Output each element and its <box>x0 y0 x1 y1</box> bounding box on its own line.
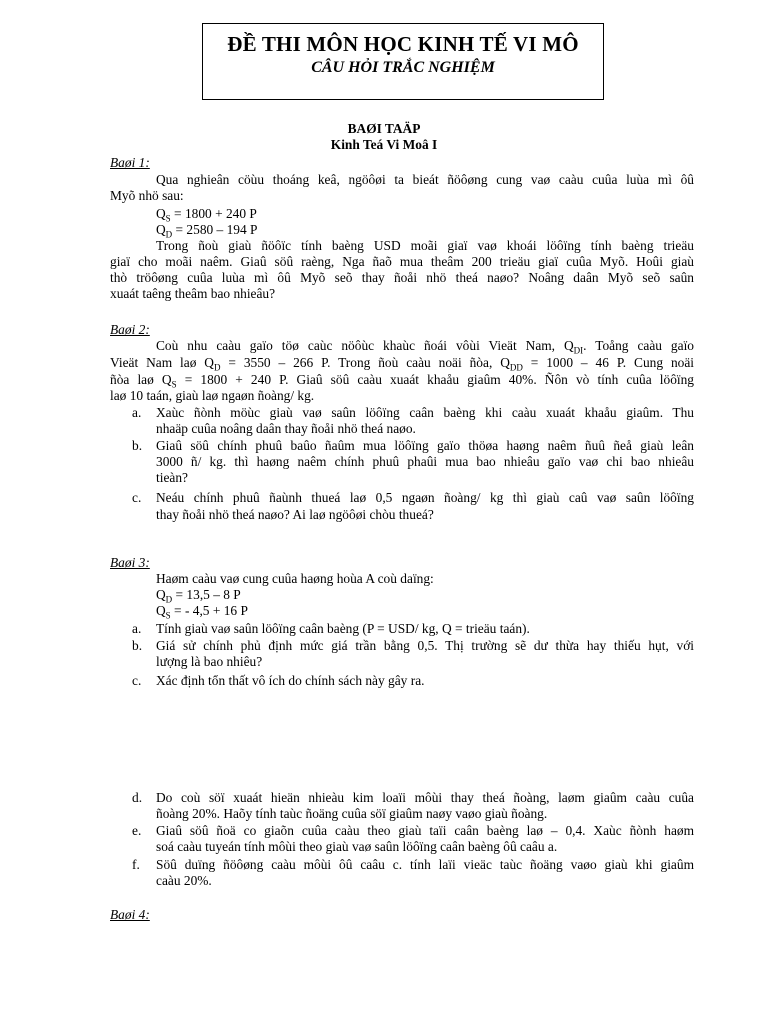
heading-course: Kinh Teá Vi Moâ I <box>330 137 438 152</box>
exercise-3-label: Baøi 3: <box>110 555 150 570</box>
list-item: caàu 20%. <box>156 873 212 888</box>
equation-demand: $Q_D = 13,5 - 8$ P <box>156 587 241 605</box>
list-item: thay ñoåi nhö theá naøo? Ai laø ngöôøi chòu thueá? <box>156 507 434 522</box>
item-marker: c. <box>132 673 142 688</box>
paragraph-line: laø 10 taán, giaù laø ngaøn ñoàng/ kg. <box>110 388 315 403</box>
item-marker: c. <box>132 490 142 505</box>
equation-supply: $Q_S$ = - 4,5 + 16 P <box>156 603 248 621</box>
paragraph-line: thò tröôøng cuûa luùa mì ôû Myõ seõ thay ñoåi nhö theá naøo? Noâng daân Myõ seõ saûn <box>110 270 694 285</box>
paragraph-line: Trong ñoù giaù ñöôïc tính baèng USD moãi giaï vaø khoái löôïng tính baèng trieäu <box>156 238 694 253</box>
list-item: Xaùc ñònh möùc giaù vaø saûn löôïng caân baèng khi caàu xuaát khaåu giaûm. Thu <box>156 405 694 420</box>
item-marker: a. <box>132 405 142 420</box>
item-marker: b. <box>132 438 143 453</box>
item-marker: f. <box>132 857 140 872</box>
paragraph-line: Coù nhu caàu gaïo töø caùc nöôùc khaùc ñoái vôùi Vieät Nam, $Q_{DI}$. Toång caàu gaïo <box>156 338 694 356</box>
equation-supply: $Q_S = 1800 + 240$ P <box>156 206 257 224</box>
item-marker: d. <box>132 790 143 805</box>
paragraph-line: ñòa laø $Q_S = 1800 + 240$ P. Giaû söû caàu xuaát khaåu giaûm 40%. Ñôn vò tính cuûa löôïng <box>110 372 695 390</box>
equation-demand: $Q_D = 2580 - 194$ P <box>156 222 258 240</box>
paragraph-line: xuaát taêng theâm bao nhieâu? <box>110 286 276 301</box>
exercise-2-label: Baøi 2: <box>110 322 150 337</box>
list-item: lượng là bao nhiêu? <box>156 654 263 669</box>
list-item: Giaû söû ñoä co giaõn cuûa caàu theo giaù taïi caân baèng laø – 0,4. Xaùc ñònh haøm <box>156 823 694 838</box>
exercise-4-label: Baøi 4: <box>110 907 150 922</box>
list-item: Do coù söï xuaát hieän nhieàu kim loaïi môùi thay theá ñoàng, laøm giaûm caàu cuûa <box>156 790 694 805</box>
paragraph-line: Vieät Nam laø $Q_D = 3550 - 266$ P. Trong ñoù caàu noäi ñòa, $Q_{DD} = 1000 - 46$ P. Cung noäi <box>110 355 695 373</box>
title-box <box>202 23 604 100</box>
exercise-1-label: Baøi 1: <box>110 155 150 170</box>
paragraph-line: Haøm caàu vaø cung cuûa haøng hoùa A coù daïng: <box>156 571 434 586</box>
paragraph-line: giaï cho moãi naêm. Giaû söû raèng, Nga ñaõ mua theâm 200 trieäu giaï cuûa Myõ. Hoûi giaù <box>110 254 694 269</box>
list-item: Söû duïng ñöôøng caàu môùi ôû caâu c. tính laïi vieäc taùc ñoäng vaøo giaù khi giaûm <box>156 857 694 872</box>
exam-title: ĐỀ THI MÔN HỌC KINH TẾ VI MÔ <box>227 32 579 56</box>
list-item: ñoàng 20%. Haõy tính taùc ñoäng cuûa söï giaûm naøy vaøo giaù ñoàng. <box>156 806 548 821</box>
exam-subtitle: CÂU HỎI TRẮC NGHIỆM <box>311 59 495 76</box>
paragraph-line: Myõ nhö sau: <box>110 188 184 203</box>
heading-exercises: BAØI TAÄP <box>347 121 421 136</box>
list-item: Giaû söû chính phuû baûo ñaûm mua löôïng gaïo thöøa haøng naêm ñuû ñeå giaù leân <box>156 438 694 453</box>
item-marker: a. <box>132 621 142 636</box>
list-item: soá caàu tuyeán tính môùi theo giaù vaø saûn löôïng caân baèng ôû caâu a. <box>156 839 558 854</box>
list-item: Giá sử chính phủ định mức giá trần bằng 0,5. Thị trường sẽ dư thừa hay thiếu hụt, với <box>156 638 694 653</box>
list-item: tieàn? <box>156 470 188 485</box>
list-item: Tính giaù vaø saûn löôïng caân baèng (P = USD/ kg, Q = trieäu taán). <box>156 621 530 636</box>
list-item: Xác định tổn thất vô ích do chính sách này gây ra. <box>156 673 425 688</box>
list-item: 3000 ñ/ kg. thì haøng naêm chính phuû phaûi mua bao nhieâu gaïo vaø chi bao nhieâu <box>156 454 694 469</box>
paragraph-line: Qua nghieân cöùu thoáng keâ, ngöôøi ta bieát ñöôøng cung vaø caàu cuûa luùa mì ôû <box>156 172 694 187</box>
list-item: Neáu chính phuû ñaùnh thueá laø 0,5 ngaøn ñoàng/ kg thì giaù caû vaø saûn löôïng <box>156 490 694 505</box>
item-marker: e. <box>132 823 142 838</box>
item-marker: b. <box>132 638 143 653</box>
list-item: nhaäp cuûa noâng daân thay ñoåi nhö theá naøo. <box>156 421 416 436</box>
